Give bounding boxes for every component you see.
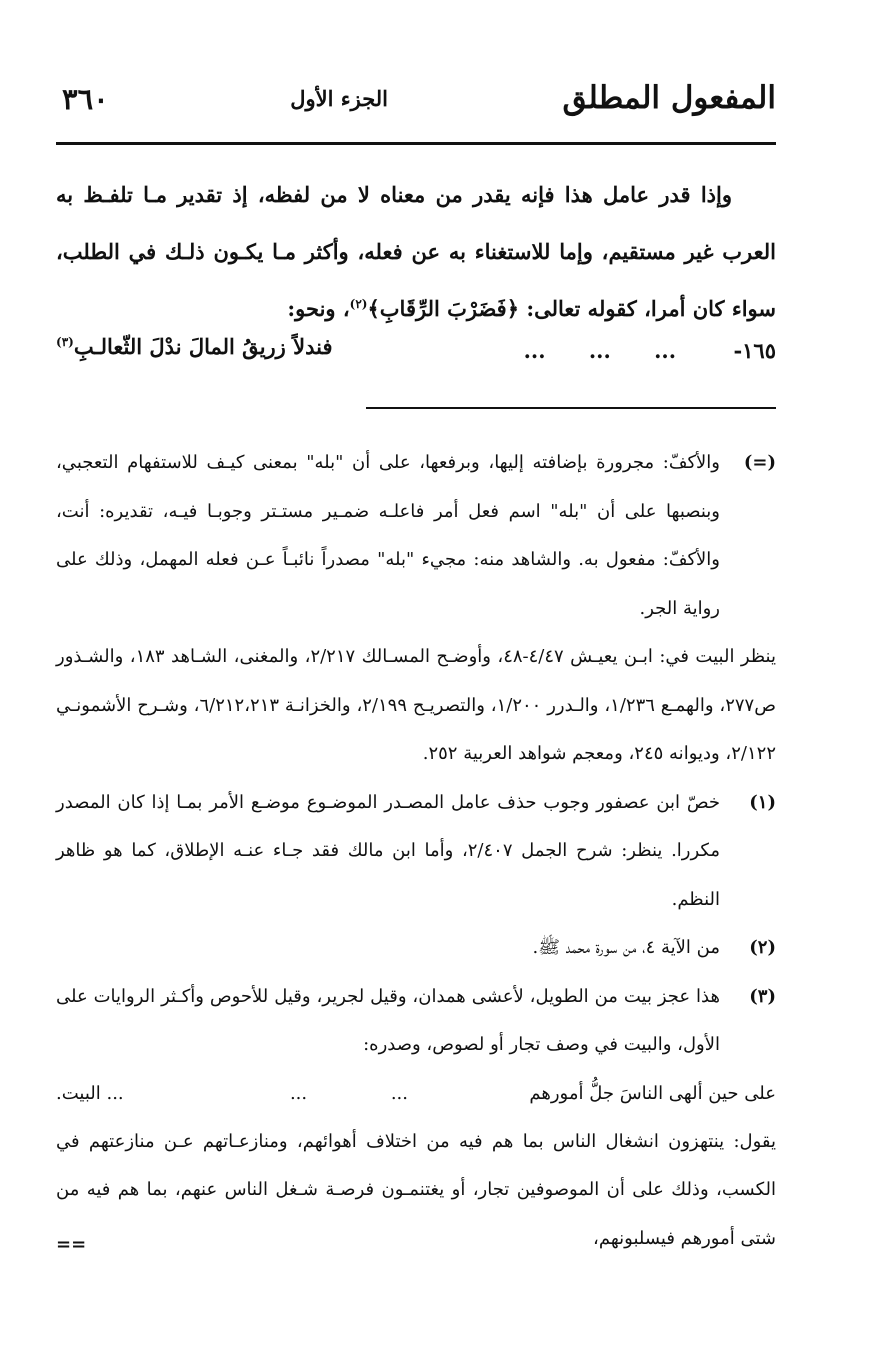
quran-quote: ﴿فَضَرْبَ الرِّقَابِ﴾: [367, 296, 520, 321]
footnote-label: (=): [743, 452, 776, 473]
footnote-2: [56, 924, 776, 973]
quoted-verse: [56, 1070, 776, 1118]
main-text: [56, 166, 776, 337]
main-paragraph: وإذا قدر عامل هذا فإنه يقدر من معناه لا من لفظه، إذ تقدير مـا تلفـظ به العرب غير مستقيم، وإما للاستغناء به عن فعله، وأكثر مـا يكـون ذلـك في الطلب، سواء كان أمرا، كقوله تعالى: ﴿فَضَرْبَ الرِّقَابِ﴾$^{(٢)}$، ونحو:: [56, 182, 776, 321]
book-page: [56, 80, 776, 1263]
verse-ellipsis: ... ... ...: [523, 338, 676, 363]
verse-ellipsis: ... ...: [289, 1082, 408, 1104]
page-number: ٣٦٠: [62, 82, 109, 116]
footnotes: [56, 439, 776, 1263]
footnote-text: من الآية ٤، من سورة محمد ﷺ.: [532, 937, 720, 958]
running-header: [56, 80, 776, 152]
footnote-sources: ينظر البيت في: ابـن يعيـش ٤/٤٧-٤٨، وأوضـح المسـالك ٢/٢١٧، والمغنى، الشـاهد ١٨٣، والشـذور ص٢٧٧، والهمـع ١/٢٣٦، والـدرر ١/٢٠٠، والتصريـح ٢/١٩٩، والخزانـة ٦/٢١٢،٢١٣، وشـرح الأشمونـي ٢/١٢٢، وديوانه ٢٤٥، ومعجم شواهد العربية ٢٥٢.: [56, 646, 777, 764]
footnote-text: خصّ ابن عصفور وجوب حذف عامل المصـدر الموضـوع موضـع الأمر بمـا إذا كان المصدر مكررا. ينظر: شرح الجمل ٢/٤٠٧، وأما ابن مالك فقد جـاء عنـه الإطلاق، كما هو ظاهر النظم.: [56, 791, 720, 910]
verse-first-half: على حين ألهى الناسَ جلُّ أمورهم: [529, 1082, 776, 1104]
footnote-3: [56, 973, 776, 1070]
poetry-verse: [56, 331, 776, 371]
footnote-continued: [56, 439, 776, 633]
header-rule: [56, 142, 776, 145]
footnote-text: هذا عجز بيت من الطويل، لأعشى همدان، وقيل لجرير، وقيل للأحوص وأكـثر الروايات على الأول، والبيت في وصف تجار أو لصوص، وصدره:: [56, 985, 720, 1055]
footnote-text: والأكفّ: مجرورة بإضافته إليها، وبرفعها، على أن "بله" بمعنى كيـف للاستفهام التعجبي، وبنصبها على أن "بله" اسم فعل أمر فاعلـه ضمـير مستـتر وجوبـا فيـه، تقديره: أنت، والأكفّ: مفعول به. والشاهد منه: مجيء "بله" مصدراً نائبـاً عـن فعله المهمل، وذلك على رواية الجر.: [56, 452, 720, 619]
continuation-mark: ==: [56, 1234, 87, 1255]
footnote-ref-3: (٣): [56, 335, 74, 349]
footnote-ref-2: (٢): [349, 297, 368, 311]
volume-label: الجزء الأول: [290, 86, 388, 111]
verse-number: ١٦٥-: [733, 338, 776, 363]
footnote-label: (٣): [749, 985, 776, 1007]
verse-end: ... البيت.: [56, 1082, 124, 1104]
footnote-label: (٢): [749, 937, 776, 958]
chapter-title: المفعول المطلق: [562, 80, 776, 116]
footnote-label: (١): [749, 791, 776, 813]
verse-hemistich: فندلاً زريقُ المالَ ندْلَ الثّعالـبِ$^{(٣)}$: [56, 334, 333, 359]
footnote-1: [56, 779, 776, 925]
footnote-commentary: يقول: ينتهزون انشغال الناس بما هم فيه من اختلاف أهوائهم، ومنازعـاتهم عـن منازعتهم في الكسب، وذلك على أن الموصوفين تجار، أو يغتنمـون فرصـة شـغل الناس عنهم، بما هم فيه من شتى أمورهم فيسلبونهم،: [56, 1130, 776, 1249]
footnote-separator: [56, 371, 776, 423]
